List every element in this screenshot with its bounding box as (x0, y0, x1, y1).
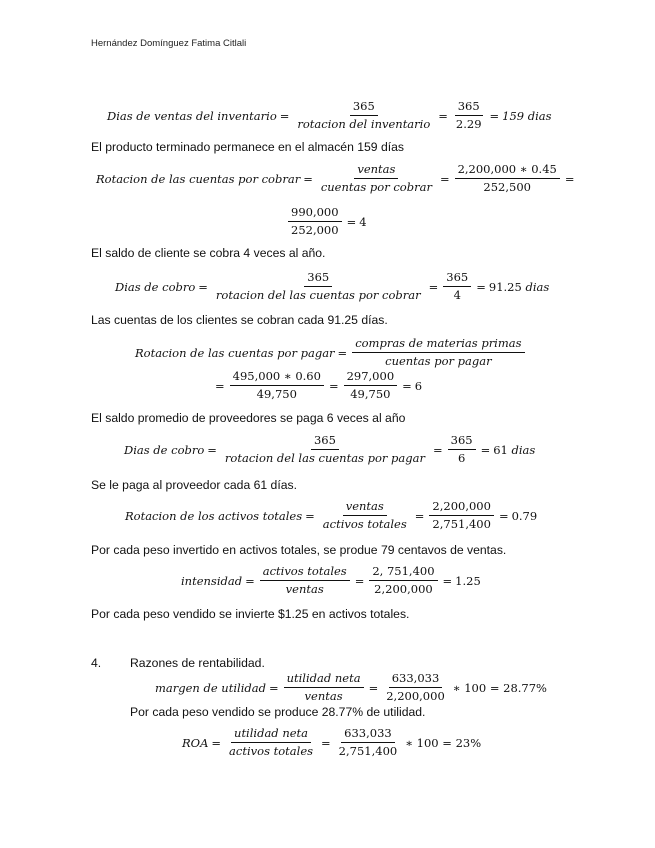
denominator: rotacion del las cuentas por cobrar (215, 288, 421, 302)
fraction (383, 671, 448, 704)
denominator: 2,751,400 (338, 744, 398, 758)
denominator: activos totales (322, 517, 407, 531)
denominator: 49,750 (350, 387, 391, 401)
denominator: rotacion del inventario (297, 117, 431, 131)
numerator: 365 (350, 99, 378, 116)
page-header-author: Hernández Domínguez Fatima Citlali (91, 38, 247, 49)
fraction (230, 369, 324, 402)
fraction (455, 162, 560, 195)
fraction (344, 369, 398, 402)
fraction (352, 336, 524, 369)
eq-result: 0.79 (511, 508, 538, 523)
eq-equals: = (346, 214, 357, 229)
numerator: ventas (354, 162, 398, 179)
numerator: 365 (448, 433, 476, 450)
eq-lhs: Dias de cobro (115, 279, 196, 294)
eq-result-unit: dias (525, 279, 550, 294)
fraction (443, 270, 471, 303)
numerator: utilidad neta (284, 671, 364, 688)
numerator: compras de materias primas (352, 336, 524, 353)
eq-equals: = (279, 108, 290, 123)
fraction (226, 726, 316, 759)
eq-equals: = (211, 735, 222, 750)
paragraph-profit-margin: Por cada peso vendido se produce 28.77% de utilidad. (130, 705, 426, 719)
eq-equals: = (321, 735, 331, 750)
eq-equals: = (354, 573, 365, 588)
denominator: ventas (285, 582, 324, 596)
numerator: 2,200,000 ∗ 0.45 (455, 162, 560, 179)
equation-inventory-days (107, 99, 552, 132)
numerator: activos totales (260, 564, 350, 581)
numerator: 297,000 (344, 369, 398, 386)
eq-lhs: Dias de cobro (124, 442, 205, 457)
numerator: utilidad neta (231, 726, 311, 743)
eq-equals: = (414, 508, 425, 523)
denominator: 2,751,400 (432, 517, 491, 531)
eq-equals: = (268, 680, 279, 695)
eq-equals: = (480, 442, 491, 457)
section-title: Razones de rentabilidad. (130, 656, 265, 670)
fraction (222, 433, 428, 466)
eq-lhs: Rotacion de las cuentas por pagar (135, 345, 335, 360)
eq-equals: = (564, 171, 575, 186)
equation-roa (182, 726, 481, 759)
numerator: 990,000 (288, 205, 342, 222)
eq-equals: = (402, 378, 412, 393)
denominator: cuentas por pagar (385, 354, 492, 368)
numerator: 2, 751,400 (369, 564, 437, 581)
denominator: 2.29 (455, 117, 482, 131)
paragraph-payment-days: Se le paga al proveedor cada 61 días. (91, 478, 297, 492)
eq-equals: = (245, 573, 255, 588)
equation-intensity (181, 564, 481, 597)
denominator: 4 (453, 288, 461, 302)
fraction (288, 205, 342, 238)
numerator: 633,033 (389, 671, 443, 688)
eq-lhs: ROA (182, 735, 209, 750)
eq-lhs: margen de utilidad (155, 680, 266, 695)
eq-equals: = (337, 345, 348, 360)
denominator: 252,500 (483, 180, 531, 194)
numerator: ventas (343, 499, 387, 516)
fraction (369, 564, 437, 597)
eq-equals: = (328, 378, 339, 393)
fraction (453, 99, 485, 132)
fraction (318, 162, 435, 195)
denominator: 252,000 (291, 223, 339, 237)
eq-result: 6 (414, 378, 423, 393)
paragraph-inventory-days: El producto terminado permanece en el almacén 159 días (91, 140, 405, 154)
denominator: 6 (457, 451, 466, 465)
denominator: ventas (304, 689, 343, 703)
section-number: 4. (91, 656, 102, 670)
eq-equals: = (498, 508, 509, 523)
paragraph-payables-turnover: El saldo promedio de proveedores se paga 6 veces al año (91, 411, 406, 425)
eq-equals: = (198, 279, 208, 294)
equation-collection-days (115, 270, 549, 303)
eq-result-value: 61 (493, 442, 508, 457)
denominator: 2,200,000 (374, 582, 433, 596)
eq-equals: = (303, 171, 313, 186)
eq-equals: = (428, 279, 439, 294)
fraction (429, 499, 494, 532)
eq-lhs: Rotacion de las cuentas por cobrar (96, 171, 301, 186)
eq-equals: = (442, 573, 453, 588)
fraction (448, 433, 476, 466)
eq-lhs: Dias de ventas del inventario (107, 108, 277, 123)
eq-result-unit: dias (511, 442, 536, 457)
denominator: 49,750 (256, 387, 297, 401)
eq-equals: = (438, 108, 448, 123)
eq-equals: = (207, 442, 217, 457)
eq-equals: = (215, 378, 225, 393)
eq-equals: = (489, 108, 500, 123)
paragraph-receivables-turnover: El saldo de cliente se cobra 4 veces al año. (91, 246, 326, 260)
equation-payables-turnover (135, 336, 527, 369)
numerator: 495,000 ∗ 0.60 (230, 369, 324, 386)
denominator: rotacion del las cuentas por pagar (224, 451, 425, 465)
fraction (294, 99, 433, 132)
eq-equals: = (305, 508, 315, 523)
numerator: 365 (443, 270, 471, 287)
equation-payables-turnover-result (212, 369, 422, 402)
eq-result: 1.25 (455, 573, 481, 588)
eq-result: 159 dias (502, 108, 552, 123)
denominator: 2,200,000 (386, 689, 445, 703)
numerator: 633,033 (341, 726, 395, 743)
eq-equals: = (439, 171, 450, 186)
eq-result: 4 (359, 214, 367, 229)
eq-result: ∗ 100 = 28.77% (452, 680, 547, 695)
equation-receivables-turnover-result (286, 205, 367, 238)
equation-receivables-turnover (96, 162, 577, 195)
equation-total-assets-turnover (125, 499, 537, 532)
eq-equals: = (368, 680, 379, 695)
eq-lhs: Rotacion de los activos totales (125, 508, 303, 523)
numerator: 365 (311, 433, 339, 450)
paragraph-total-assets-turnover: Por cada peso invertido en activos totales, se produe 79 centavos de ventas. (91, 543, 507, 557)
eq-equals: = (432, 442, 443, 457)
eq-result: ∗ 100 = 23% (405, 735, 482, 750)
fraction (213, 270, 424, 303)
equation-payment-days (124, 433, 535, 466)
numerator: 365 (455, 99, 483, 116)
denominator: cuentas por cobrar (320, 180, 432, 194)
fraction (260, 564, 350, 597)
fraction (284, 671, 364, 704)
eq-lhs: intensidad (181, 573, 243, 588)
fraction (336, 726, 401, 759)
numerator: 2,200,000 (429, 499, 494, 516)
paragraph-collection-days: Las cuentas de los clientes se cobran cada 91.25 días. (91, 313, 388, 327)
denominator: activos totales (229, 744, 314, 758)
eq-result-value: 91.25 (488, 279, 522, 294)
fraction (320, 499, 410, 532)
equation-profit-margin (155, 671, 547, 704)
eq-equals: = (476, 279, 486, 294)
numerator: 365 (304, 270, 332, 287)
paragraph-intensity: Por cada peso vendido se invierte $1.25 en activos totales. (91, 607, 410, 621)
